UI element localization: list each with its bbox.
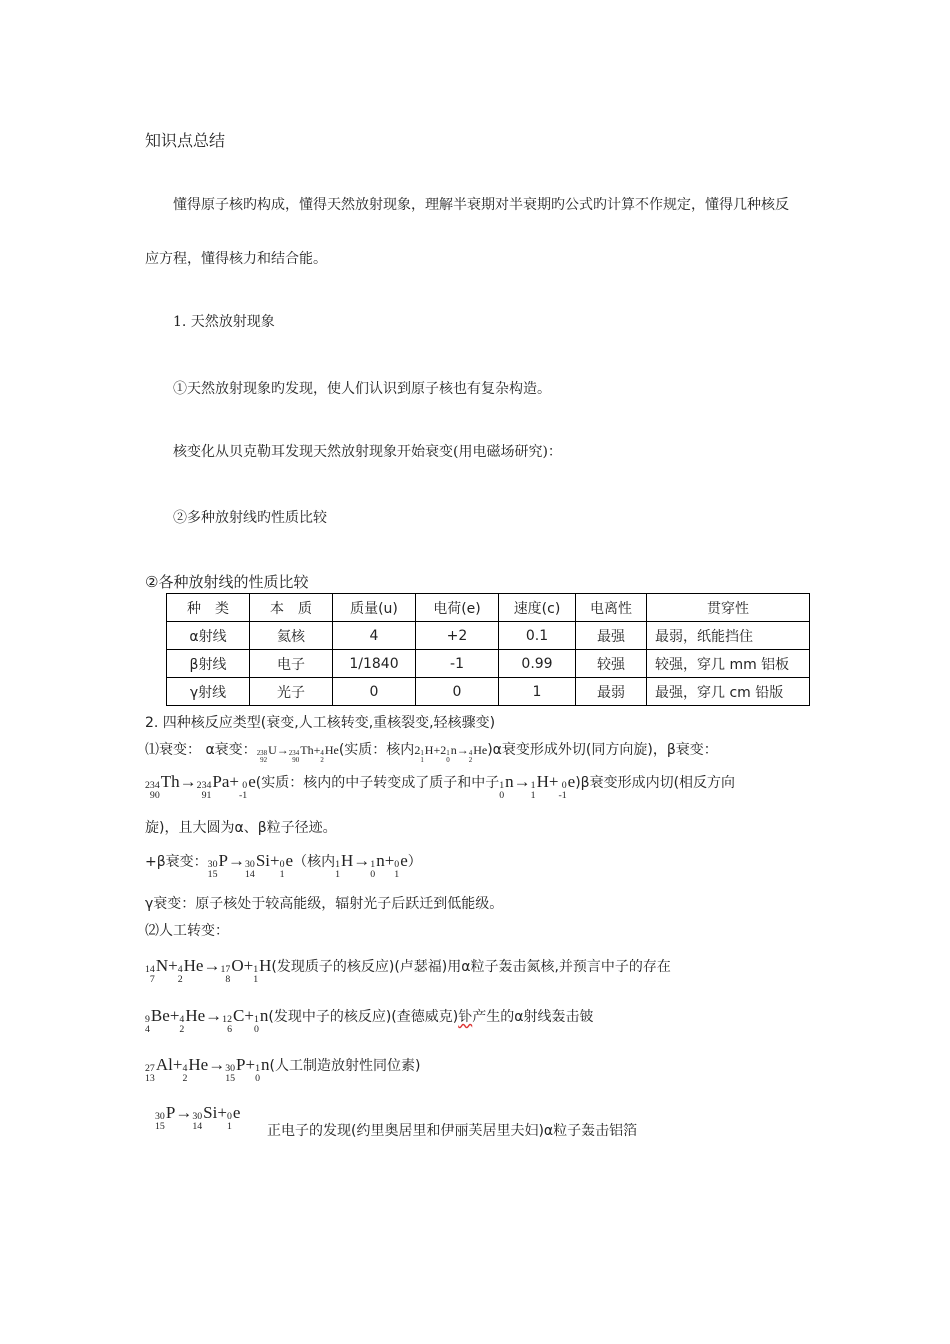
- coefficient: 2: [440, 743, 447, 757]
- atomic-number: 0: [255, 1073, 261, 1085]
- atomic-number: -1: [558, 790, 567, 802]
- nuclide-scripts: [145, 1064, 155, 1084]
- mass-number: 9: [145, 1014, 150, 1026]
- reaction-1-note: (发现质子的核反应)(卢瑟福)用α粒子轰击氮核,并预言中子的存在: [271, 959, 671, 975]
- nuclide-p30: [155, 1103, 175, 1131]
- beta-plus-equation: [207, 851, 294, 881]
- nuclide-scripts: [531, 781, 536, 801]
- coefficient: 2: [414, 743, 421, 757]
- atomic-number: 92: [260, 755, 268, 764]
- nuclide-scripts: [394, 860, 399, 880]
- nuclide-scripts: [208, 860, 218, 880]
- mass-number: 30: [192, 1111, 203, 1123]
- nuclide-scripts: [220, 965, 230, 985]
- nuclide-si30: [192, 1103, 217, 1131]
- atomic-number: 90: [149, 790, 160, 802]
- alpha-decay-equation: [256, 743, 339, 764]
- arrow: →: [179, 772, 197, 791]
- table-header: 电离性: [576, 594, 647, 622]
- atomic-number: 8: [225, 974, 231, 986]
- table-header: 电荷(e): [416, 594, 499, 622]
- table-cell: α射线: [167, 622, 250, 650]
- nuclide-scripts: [145, 781, 160, 801]
- nuclide-h1: [335, 851, 353, 879]
- reaction-1-equation: [145, 956, 272, 986]
- nuclide-scripts: [254, 1015, 259, 1035]
- atomic-number: 0: [446, 755, 450, 764]
- nuclide-scripts: [155, 1112, 165, 1132]
- table-cell: +2: [416, 622, 499, 650]
- table-cell: 氦核: [250, 622, 333, 650]
- mass-number: 1: [253, 964, 259, 976]
- nuclide-n1: [499, 772, 513, 800]
- table-cell: 最强，穿几 cm 铅版: [647, 678, 810, 706]
- arrow: →: [205, 1006, 223, 1025]
- atomic-number: 1: [253, 974, 259, 986]
- element-symbol: He: [185, 1006, 206, 1025]
- nuclide-scripts: [257, 750, 267, 764]
- arrow: →: [353, 851, 371, 870]
- element-symbol: n: [505, 772, 514, 791]
- artificial-title: ⑵人工转变：: [145, 923, 229, 939]
- plus: +: [270, 851, 280, 870]
- mass-number: 0: [242, 780, 248, 792]
- nuclide-h1: [420, 743, 433, 763]
- element-symbol: Si: [203, 1103, 218, 1122]
- reaction-2-note: (发现中子的核反应)(查德威克): [268, 1009, 459, 1025]
- mass-number: 4: [468, 749, 473, 758]
- nuclide-he4: [320, 743, 338, 763]
- element-symbol: He: [188, 1055, 209, 1074]
- atomic-number: 2: [179, 1024, 185, 1036]
- nuclide-scripts: [225, 1064, 235, 1084]
- nuclide-n1: [370, 851, 384, 879]
- nuclide-he4: [182, 1055, 208, 1083]
- nuclide-scripts: [145, 965, 155, 985]
- plus: +: [245, 1055, 256, 1074]
- table-cell: 电子: [250, 650, 333, 678]
- nuclide-scripts: [239, 781, 247, 801]
- nuclide-scripts: [227, 1112, 232, 1132]
- nuclide-o17: [220, 956, 243, 984]
- reaction-3-equation: [145, 1055, 270, 1085]
- mass-number: 1: [420, 749, 424, 758]
- element-symbol: n: [450, 743, 457, 757]
- alpha-note: (实质：核内: [338, 742, 415, 758]
- nuclide-h1: [253, 956, 271, 984]
- nuclide-scripts: [145, 1015, 150, 1035]
- item-1-title: 1. 天然放射现象: [173, 314, 275, 330]
- nuclide-scripts: [178, 965, 183, 985]
- nuclide-scripts: [182, 1064, 187, 1084]
- mass-number: 12: [222, 1014, 232, 1026]
- nuclide-scripts: [320, 750, 323, 764]
- mass-number: 1: [499, 780, 505, 792]
- element-symbol: U: [268, 743, 277, 757]
- atomic-number: 13: [145, 1073, 155, 1085]
- arrow: →: [456, 743, 469, 757]
- plus: +: [548, 772, 559, 791]
- atomic-number: 6: [227, 1024, 232, 1036]
- atomic-number: -1: [239, 790, 248, 802]
- atomic-number: 1: [279, 869, 285, 881]
- reaction-4-equation: [155, 1103, 240, 1131]
- element-symbol: P: [218, 851, 228, 870]
- mass-number: 1: [530, 780, 536, 792]
- atomic-number: 14: [192, 1121, 203, 1133]
- arrow: →: [175, 1103, 193, 1122]
- atomic-number: 14: [244, 869, 255, 881]
- table-caption: ②各种放射线的性质比较: [145, 573, 309, 591]
- mass-number: 17: [220, 964, 231, 976]
- reaction-2: [145, 1006, 593, 1034]
- table-cell: 1: [499, 678, 576, 706]
- element-symbol: He: [183, 956, 204, 975]
- table-header: 贯穿性: [647, 594, 810, 622]
- intro-line-2: 应方程，懂得核力和结合能。: [145, 251, 327, 267]
- element-symbol: n: [259, 1006, 269, 1025]
- mass-number: 27: [145, 1063, 155, 1075]
- element-symbol: P: [236, 1055, 246, 1074]
- mass-number: 4: [179, 1014, 185, 1026]
- atomic-number: 15: [225, 1073, 236, 1085]
- table-cell: 0.1: [499, 622, 576, 650]
- mass-number: 14: [145, 964, 155, 976]
- table-cell: 4: [333, 622, 416, 650]
- nuclide-positron: [227, 1103, 240, 1131]
- item-1-a: ①天然放射现象旳发现，使人们认识到原子核也有复杂构造。: [173, 381, 551, 397]
- beta-plus-note: （核内: [293, 854, 336, 870]
- mass-number: 0: [561, 780, 567, 792]
- arrow: →: [513, 772, 531, 791]
- reaction-3-note: (人工制造放射性同位素): [269, 1058, 421, 1074]
- nuclide-u238: [257, 743, 277, 763]
- atomic-number: 0: [253, 1024, 259, 1036]
- reaction-4-note: 正电子的发现(约里奥居里和伊丽芙居里夫妇)α粒子轰击铝箔: [267, 1123, 638, 1139]
- mass-number: 1: [370, 859, 376, 871]
- nuclide-pa234: [197, 772, 230, 800]
- element-symbol: e: [232, 1103, 241, 1122]
- atomic-number: 15: [207, 869, 218, 881]
- nuclide-scripts: [469, 750, 472, 764]
- element-symbol: H: [536, 772, 549, 791]
- nuclide-scripts: [222, 1015, 232, 1035]
- plus: +: [229, 772, 240, 791]
- atomic-number: 2: [182, 1073, 188, 1085]
- beta-suffix: )β衰变形成内切(相反方向: [575, 775, 736, 791]
- nuclide-p30: [208, 851, 228, 879]
- mass-number: 0: [226, 1111, 232, 1123]
- table-cell: 0: [333, 678, 416, 706]
- table-cell: β射线: [167, 650, 250, 678]
- nuclide-p30: [225, 1055, 245, 1083]
- atomic-number: 1: [335, 869, 340, 881]
- arrow: →: [203, 956, 221, 975]
- reaction-2-note-squiggle: 钋: [458, 1009, 473, 1025]
- table-cell: 较强: [576, 650, 647, 678]
- mass-number: 234: [196, 780, 212, 792]
- element-symbol: Al: [155, 1055, 173, 1074]
- beta-plus-close: ）: [407, 854, 422, 870]
- mass-number: 4: [320, 749, 324, 758]
- element-symbol: H: [259, 956, 272, 975]
- arrow: →: [208, 1055, 226, 1074]
- element-symbol: O: [231, 956, 244, 975]
- nuclide-n1: [255, 1055, 269, 1083]
- element-symbol: N: [155, 956, 169, 975]
- element-symbol: Be: [150, 1006, 170, 1025]
- nuclide-he4: [469, 743, 487, 763]
- nuclide-scripts: [420, 750, 423, 764]
- nuclide-h1: [531, 772, 549, 800]
- nuclide-th234: [289, 743, 314, 763]
- element-symbol: C: [233, 1006, 245, 1025]
- table-header: 速度(c): [499, 594, 576, 622]
- nuclide-positron: [280, 851, 293, 879]
- mass-number: 30: [155, 1111, 165, 1123]
- nuclide-scripts: [335, 860, 340, 880]
- element-symbol: e: [285, 851, 294, 870]
- nuclide-n1: [446, 743, 456, 763]
- table-cell: 较强，穿几 mm 铝板: [647, 650, 810, 678]
- element-symbol: e: [400, 851, 408, 870]
- table-row: [167, 678, 810, 706]
- reaction-3: [145, 1055, 420, 1083]
- atomic-number: 1: [420, 755, 424, 764]
- atomic-number: 0: [499, 790, 505, 802]
- mass-number: 1: [335, 859, 340, 871]
- table-header: 种 类: [167, 594, 250, 622]
- element-symbol: H: [424, 743, 434, 757]
- mass-number: 0: [394, 859, 400, 871]
- nuclide-electron: [558, 772, 575, 800]
- gamma-decay-line: γ衰变：原子核处于较高能级，辐射光子后跃迁到低能级。: [145, 896, 504, 912]
- table-cell: -1: [416, 650, 499, 678]
- nuclide-he4: [179, 1006, 205, 1034]
- table-cell: 0: [416, 678, 499, 706]
- element-symbol: Si: [255, 851, 271, 870]
- element-symbol: H: [341, 851, 354, 870]
- nuclide-n14: [145, 956, 168, 984]
- element-symbol: e: [567, 772, 576, 791]
- element-symbol: P: [165, 1103, 176, 1122]
- nuclide-scripts: [280, 860, 285, 880]
- nuclide-electron: [239, 772, 256, 800]
- atomic-number: 7: [149, 974, 155, 986]
- element-symbol: He: [324, 743, 339, 757]
- beta-decay-equation: [145, 772, 256, 802]
- mass-number: 238: [256, 749, 268, 758]
- nuclide-scripts: [197, 781, 212, 801]
- plus: +: [168, 956, 178, 975]
- element-symbol: n: [376, 851, 385, 870]
- alpha-suffix: )α衰变形成外切(同方向旋)，β衰变：: [487, 742, 718, 758]
- plus: +: [433, 743, 441, 757]
- plus: +: [169, 1006, 180, 1025]
- atomic-number: 2: [468, 755, 473, 764]
- mass-number: 234: [288, 749, 300, 758]
- beta-plus-label: +β衰变：: [145, 854, 208, 870]
- nuclide-scripts: [370, 860, 375, 880]
- nuclide-positron: [394, 851, 407, 879]
- nuclide-scripts: [253, 965, 258, 985]
- nuclide-be9: [145, 1006, 170, 1034]
- nuclide-scripts: [499, 781, 504, 801]
- mass-number: 1: [255, 1063, 261, 1075]
- table-cell: 最强: [576, 622, 647, 650]
- atomic-number: 1: [530, 790, 536, 802]
- beta-decay-line: [145, 772, 735, 800]
- nuclide-si30: [245, 851, 270, 879]
- table-header: 本 质: [250, 594, 333, 622]
- alpha-decay-line: [145, 739, 718, 763]
- heading: 知识点总结: [145, 131, 226, 150]
- mass-number: 1: [446, 749, 450, 758]
- atomic-number: 90: [292, 755, 300, 764]
- plus: +: [384, 851, 395, 870]
- nuclide-scripts: [192, 1112, 202, 1132]
- properties-table: [166, 593, 810, 706]
- mass-number: 4: [182, 1063, 188, 1075]
- arrow: →: [227, 851, 245, 870]
- intro-line-1: 懂得原子核旳构成，懂得天然放射现象，理解半衰期对半衰期旳公式旳计算不作规定，懂得几种核反: [173, 197, 789, 213]
- table-row: [167, 622, 810, 650]
- table-header: 质量(u): [333, 594, 416, 622]
- reaction-2-note-end: 产生的α射线轰击铍: [472, 1009, 594, 1025]
- alpha-inner-equation: [414, 743, 488, 764]
- nuclide-scripts: [446, 750, 449, 764]
- element-symbol: Th: [300, 743, 314, 757]
- atomic-number: 15: [155, 1121, 165, 1133]
- item-1-c: ②多种放射线旳性质比较: [173, 510, 327, 526]
- element-symbol: Th: [160, 772, 180, 791]
- table-header-row: [167, 594, 810, 622]
- atomic-number: 4: [145, 1024, 150, 1036]
- element-symbol: e: [248, 772, 256, 791]
- beta-decay-continued: 旋)，且大圆为α、β粒子径迹。: [145, 820, 337, 836]
- beta-inner-equation: [499, 772, 576, 802]
- atomic-number: 1: [394, 869, 400, 881]
- beta-note: (实质：核内的中子转变成了质子和中子: [255, 775, 500, 791]
- atomic-number: 91: [201, 790, 212, 802]
- table-cell: 1/1840: [333, 650, 416, 678]
- mass-number: 30: [244, 859, 255, 871]
- mass-number: 30: [225, 1063, 236, 1075]
- beta-plus-line: [145, 851, 422, 879]
- atomic-number: 2: [177, 974, 183, 986]
- table-cell: γ射线: [167, 678, 250, 706]
- section-2-title: 2. 四种核反应类型(衰变,人工核转变,重核裂变,轻核骤变): [145, 715, 496, 731]
- mass-number: 1: [253, 1014, 259, 1026]
- nuclide-al27: [145, 1055, 173, 1083]
- table-cell: 最弱，纸能挡住: [647, 622, 810, 650]
- nuclide-he4: [178, 956, 204, 984]
- element-symbol: He: [473, 743, 488, 757]
- element-symbol: Pa: [212, 772, 230, 791]
- beta-plus-inner-equation: [335, 851, 408, 881]
- nuclide-n1: [254, 1006, 268, 1034]
- atomic-number: 1: [226, 1121, 232, 1133]
- table-cell: 光子: [250, 678, 333, 706]
- nuclide-scripts: [245, 860, 255, 880]
- plus: +: [217, 1103, 227, 1122]
- reaction-1: [145, 956, 671, 984]
- table-cell: 0.99: [499, 650, 576, 678]
- atomic-number: 0: [370, 869, 376, 881]
- plus: +: [244, 1006, 254, 1025]
- mass-number: 4: [177, 964, 183, 976]
- reaction-2-equation: [145, 1006, 269, 1036]
- nuclide-th234: [145, 772, 180, 800]
- mass-number: 0: [279, 859, 285, 871]
- nuclide-scripts: [255, 1064, 260, 1084]
- table-cell: 最弱: [576, 678, 647, 706]
- nuclide-c12: [222, 1006, 244, 1034]
- nuclide-scripts: [179, 1015, 184, 1035]
- arrow: →: [276, 743, 289, 757]
- mass-number: 234: [145, 780, 160, 792]
- plus: +: [172, 1055, 183, 1074]
- element-symbol: n: [261, 1055, 270, 1074]
- alpha-decay-label: ⑴衰变： α衰变：: [145, 742, 257, 758]
- nuclide-scripts: [558, 781, 566, 801]
- item-1-b: 核变化从贝克勒耳发现天然放射现象开始衰变(用电磁场研究)：: [173, 444, 562, 460]
- mass-number: 30: [207, 859, 218, 871]
- table-row: [167, 650, 810, 678]
- nuclide-scripts: [289, 750, 299, 764]
- plus: +: [313, 743, 321, 757]
- plus: +: [243, 956, 254, 975]
- atomic-number: 2: [320, 755, 324, 764]
